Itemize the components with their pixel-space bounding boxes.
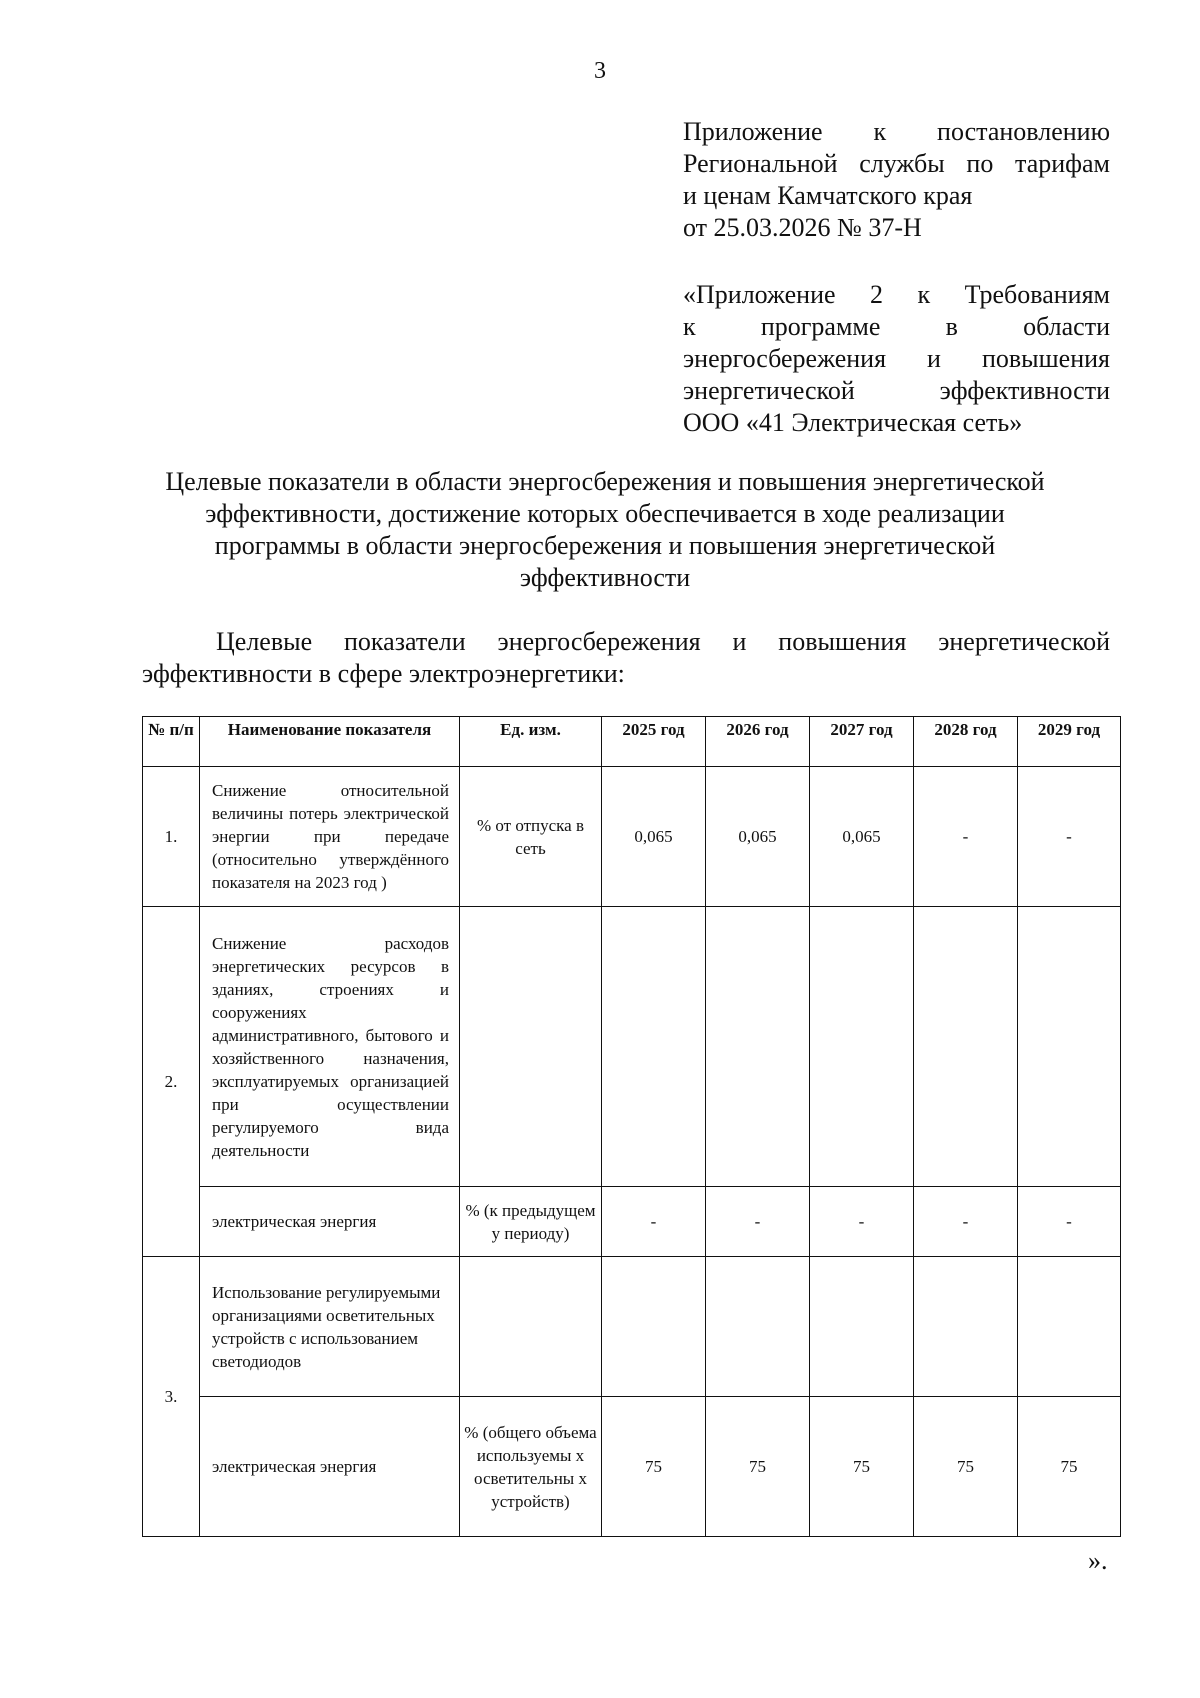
indicator-name: Использование регулируемыми организациями осветительных устройств с использованием светодиодов: [200, 1257, 460, 1397]
empty-cell: [460, 907, 602, 1187]
empty-cell: [460, 1257, 602, 1397]
header-unit: Ед. изм.: [460, 717, 602, 767]
value-2027: 75: [810, 1397, 914, 1537]
table-header-row: [143, 717, 1121, 767]
value-2025: -: [602, 1187, 706, 1257]
header-num: № п/п: [143, 717, 200, 767]
value-2027: 0,065: [810, 767, 914, 907]
row-num: 1.: [143, 767, 200, 907]
appendix-line: от 25.03.2026 № 37-Н: [683, 213, 922, 242]
indicator-unit: % (общего объема используемы х осветительны х устройств): [460, 1397, 602, 1537]
empty-cell: [602, 1257, 706, 1397]
title-line: программы в области энергосбережения и повышения энергетической: [214, 531, 996, 560]
intro-line: Целевые показатели энергосбережения и повышения энергетической: [216, 627, 1110, 656]
table-row: [143, 907, 1121, 1187]
indicators-table: [142, 716, 1121, 1537]
value-2029: -: [1018, 767, 1121, 907]
table-row: [143, 767, 1121, 907]
header-2029: 2029 год: [1018, 717, 1121, 767]
value-2026: 0,065: [706, 767, 810, 907]
appendix-line: Приложение к постановлению: [683, 117, 1110, 146]
indicator-unit: % (к предыдущем у периоду): [460, 1187, 602, 1257]
empty-cell: [1018, 907, 1121, 1187]
page-number: 3: [594, 58, 606, 84]
requirements-appendix-block: [683, 279, 1110, 439]
header-2027: 2027 год: [810, 717, 914, 767]
value-2025: 0,065: [602, 767, 706, 907]
value-2027: -: [810, 1187, 914, 1257]
indicator-subname: электрическая энергия: [200, 1187, 460, 1257]
appendix-line: и ценам Камчатского края: [683, 181, 973, 210]
appendix-line: энергетической эффективности: [683, 376, 1110, 405]
value-2025: 75: [602, 1397, 706, 1537]
value-2028: -: [914, 767, 1018, 907]
document-title: [110, 466, 1100, 594]
appendix-line: ООО «41 Электрическая сеть»: [683, 408, 1023, 437]
empty-cell: [706, 1257, 810, 1397]
empty-cell: [602, 907, 706, 1187]
appendix-line: «Приложение 2 к Требованиям: [683, 280, 1110, 309]
intro-line: эффективности в сфере электроэнергетики:: [142, 659, 625, 688]
header-2026: 2026 год: [706, 717, 810, 767]
appendix-reference-block: [683, 116, 1110, 244]
empty-cell: [914, 1257, 1018, 1397]
empty-cell: [914, 907, 1018, 1187]
table-subrow: [143, 1187, 1121, 1257]
title-line: Целевые показатели в области энергосбережения и повышения энергетической: [165, 467, 1045, 496]
title-line: эффективности, достижение которых обеспечивается в ходе реализации: [205, 499, 1005, 528]
value-2028: 75: [914, 1397, 1018, 1537]
closing-quote: ».: [1088, 1546, 1108, 1575]
appendix-line: к программе в области: [683, 312, 1110, 341]
value-2026: -: [706, 1187, 810, 1257]
empty-cell: [810, 907, 914, 1187]
empty-cell: [1018, 1257, 1121, 1397]
value-2026: 75: [706, 1397, 810, 1537]
table-subrow: [143, 1397, 1121, 1537]
row-num: 2.: [143, 907, 200, 1257]
appendix-line: энергосбережения и повышения: [683, 344, 1110, 373]
title-line: эффективности: [519, 563, 691, 592]
intro-paragraph: [142, 626, 1110, 690]
indicator-name: Снижение относительной величины потерь электрической энергии при передаче (относительно утверждённого показателя на 2023 год ): [200, 767, 460, 907]
empty-cell: [810, 1257, 914, 1397]
indicator-name: Снижение расходов энергетических ресурсов в зданиях, строениях и сооружениях административного, бытового и хозяйственного назначения, эксплуатируемых организацией при осуществлении регулируемого вида деятельности: [200, 907, 460, 1187]
header-2025: 2025 год: [602, 717, 706, 767]
value-2029: -: [1018, 1187, 1121, 1257]
indicator-subname: электрическая энергия: [200, 1397, 460, 1537]
header-2028: 2028 год: [914, 717, 1018, 767]
value-2028: -: [914, 1187, 1018, 1257]
row-num: 3.: [143, 1257, 200, 1537]
indicator-unit: % от отпуска в сеть: [460, 767, 602, 907]
header-name: Наименование показателя: [200, 717, 460, 767]
value-2029: 75: [1018, 1397, 1121, 1537]
table-row: [143, 1257, 1121, 1397]
empty-cell: [706, 907, 810, 1187]
appendix-line: Региональной службы по тарифам: [683, 149, 1110, 178]
